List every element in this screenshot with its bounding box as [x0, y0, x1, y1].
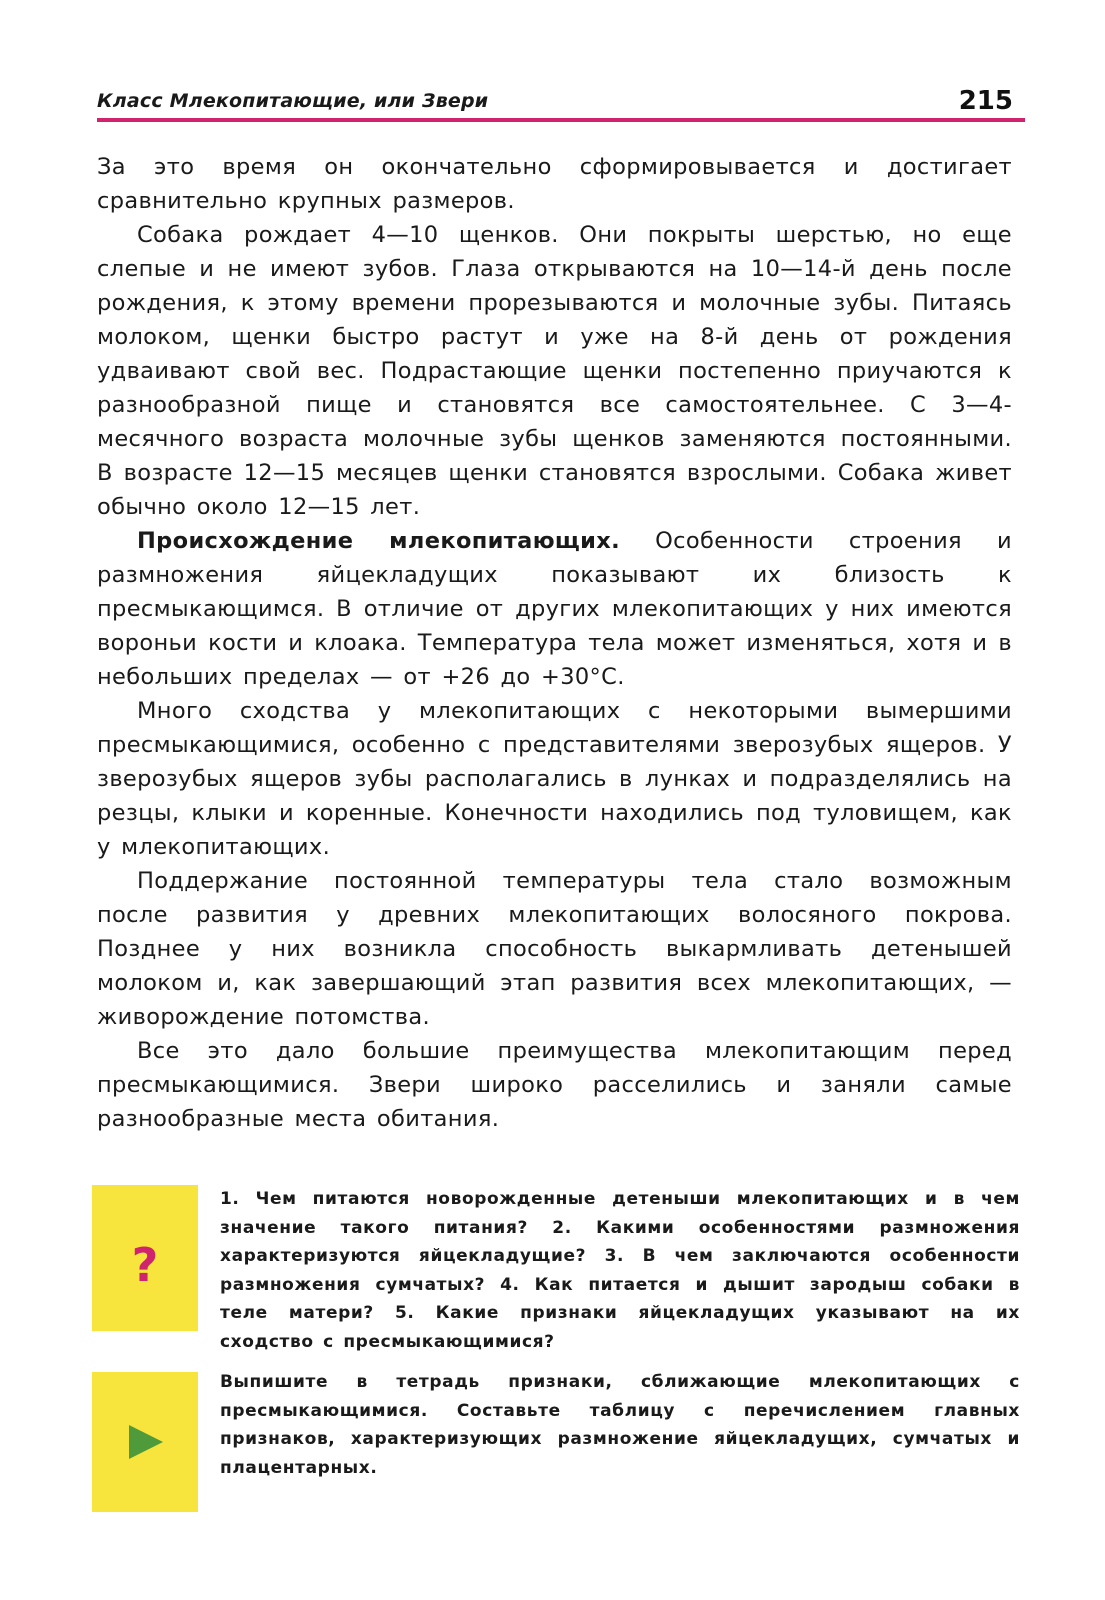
section-heading-origin: Происхождение млекопитающих. — [137, 528, 621, 554]
question-mark-icon: ? — [131, 1238, 159, 1292]
questions-text — [220, 1185, 1020, 1356]
paragraph-dog-puppies: Собака рождает 4—10 щенков. Они покрыты шерстью, но еще слепые и не имеют зубов. Глаза открываются на 10—14-й день после рождения, к этому времени прорезываются и молочные зубы. Питаясь молоком, щенки быстро растут и уже на 8-й день от рождения удваивают свой вес. Подрастающие щенки постепенно приучаются к разнообразной пище и становятся все самостоятельнее. С 3—4-месячного возраста молочные зубы щенков заменяются постоянными. В возрасте 12—15 месяцев щенки становятся взрослыми. Собака живет обычно около 12—15 лет. — [97, 222, 1012, 520]
paragraph-origin-text: Особенности строения и размножения яйцекладущих показывают их близость к пресмыкающимся. В отличие от других млекопитающих у них имеются вороньи кости и клоака. Температура тела может изменяться, хотя и в небольших пределах — от +26 до +30°С. — [97, 528, 1012, 690]
assignment-text — [220, 1368, 1020, 1482]
questions-list: 1. Чем питаются новорожденные детеныши млекопитающих и в чем значение такого питания? 2. Какими особенностями размножения характеризуются яйцекладущие? 3. В чем заключаются особенности размножения сумчатых? 4. Как питается и дышит зародыш собаки в теле матери? 5. Какие признаки яйцекладущих указывают на их сходство с пресмыкающимися? — [220, 1189, 1020, 1352]
paragraph-advantages: Все это дало большие преимущества млекопитающим перед пресмыкающимися. Звери широко расселились и заняли самые разнообразные места обитания. — [97, 1038, 1012, 1132]
page-header — [97, 86, 1025, 122]
assignment-instructions: Выпишите в тетрадь признаки, сближающие млекопитающих с пресмыкающимися. Составьте таблицу с перечислением главных признаков, характеризующих размножение яйцекладущих, сумчатых и плацентарных. — [220, 1372, 1020, 1478]
question-icon-box — [92, 1185, 198, 1331]
paragraph-continuation: За это время он окончательно сформировывается и достигает сравнительно крупных размеров. — [97, 154, 1012, 214]
paragraph-temperature: Поддержание постоянной температуры тела стало возможным после развития у древних млекопитающих волосяного покрова. Позднее у них возникла способность выкармливать детенышей молоком и, как завершающий этап развития всех млекопитающих, — живорождение потомства. — [97, 868, 1012, 1030]
page-number: 215 — [958, 86, 1013, 116]
assignment-icon-box — [92, 1372, 198, 1512]
body-text — [97, 150, 1012, 1136]
paragraph-theriodonts: Много сходства у млекопитающих с некоторыми вымершими пресмыкающимися, особенно с представителями зверозубых ящеров. У зверозубых ящеров зубы располагались в лунках и подразделялись на резцы, клыки и коренные. Конечности находились под туловищем, как у млекопитающих. — [97, 698, 1012, 860]
play-triangle-icon — [125, 1422, 165, 1462]
running-title: Класс Млекопитающие, или Звери — [97, 90, 489, 112]
paragraph-origin — [97, 524, 1012, 694]
header-rule — [97, 118, 1025, 122]
